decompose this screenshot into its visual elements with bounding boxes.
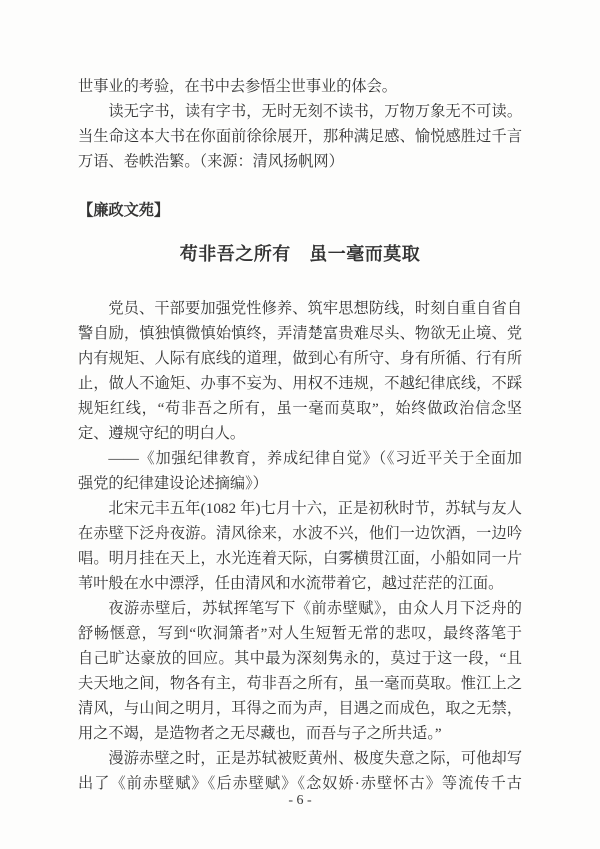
section-header: 【廉政文苑】 <box>78 202 170 219</box>
body-line: 夫天地之间，物各有主，苟非吾之所有，虽一毫而莫取。惟江上之 <box>78 675 522 692</box>
body-line: 万语、卷帙浩繁。（来源：清风扬帆网） <box>78 153 344 170</box>
attribution-line: ——《加强纪律教育，养成纪律自觉》（《习近平关于全面加 <box>108 450 522 467</box>
body-line: 出了《前赤壁赋》《后赤壁赋》《念奴娇·赤壁怀古》等流传千古 <box>78 775 522 792</box>
body-line: 舒畅惬意，写到“吹洞箫者”对人生短暂无常的悲叹，最终落笔于 <box>78 625 522 642</box>
body-line: 党员、干部要加强党性修养、筑牢思想防线，时刻自重自省自 <box>108 300 522 317</box>
body-line: 漫游赤壁之时，正是苏轼被贬黄州、极度失意之际，可他却写 <box>108 750 522 767</box>
body-line: 定、遵规守纪的明白人。 <box>78 425 246 442</box>
body-line: 止，做人不逾矩、办事不妄为、用权不违规，不越纪律底线，不踩 <box>78 375 522 392</box>
body-line: 规矩红线，“苟非吾之所有，虽一毫而莫取”，始终做政治信念坚 <box>78 400 522 417</box>
page-number: - 6 - <box>288 793 312 808</box>
body-line: 内有规矩、人际有底线的道理，做到心有所守、身有所循、行有所 <box>78 350 522 367</box>
body-line: 北宋元丰五年(1082 年)七月十六，正是初秋时节，苏轼与友人 <box>108 500 522 517</box>
body-line: 世事业的考验，在书中去参悟尘世事业的体会。 <box>78 78 397 95</box>
body-line: 清风，与山间之明月，耳得之而为声，目遇之而成色，取之无禁， <box>78 700 522 717</box>
body-line: 自己旷达豪放的回应。其中最为深刻隽永的，莫过于这一段，“且 <box>78 650 522 667</box>
attribution-line: 强党的纪律建设论述摘编》） <box>78 475 268 492</box>
body-line: 夜游赤壁后，苏轼挥笔写下《前赤壁赋》，由众人月下泛舟的 <box>108 600 522 617</box>
body-line: 当生命这本大书在你面前徐徐展开，那种满足感、愉悦感胜过千言 <box>78 128 522 145</box>
body-line: 苇叶般在水中漂浮，任由清风和水流带着它，越过茫茫的江面。 <box>78 575 504 592</box>
article-title: 苟非吾之所有 虽一毫而莫取 <box>179 244 421 264</box>
body-line: 在赤壁下泛舟夜游。清风徐来，水波不兴，他们一边饮酒，一边吟 <box>78 525 522 542</box>
body-line: 用之不竭，是造物者之无尽藏也，而吾与子之所共适。” <box>78 725 442 742</box>
body-line: 警自励，慎独慎微慎始慎终，弄清楚富贵难尽头、物欲无止境、党 <box>78 325 522 342</box>
body-line: 读无字书，读有字书，无时无刻不读书，万物万象无不可读。 <box>108 103 522 120</box>
body-line: 唱。明月挂在天上，水光连着天际，白雾横贯江面，小船如同一片 <box>78 550 522 567</box>
page-body <box>78 74 522 796</box>
